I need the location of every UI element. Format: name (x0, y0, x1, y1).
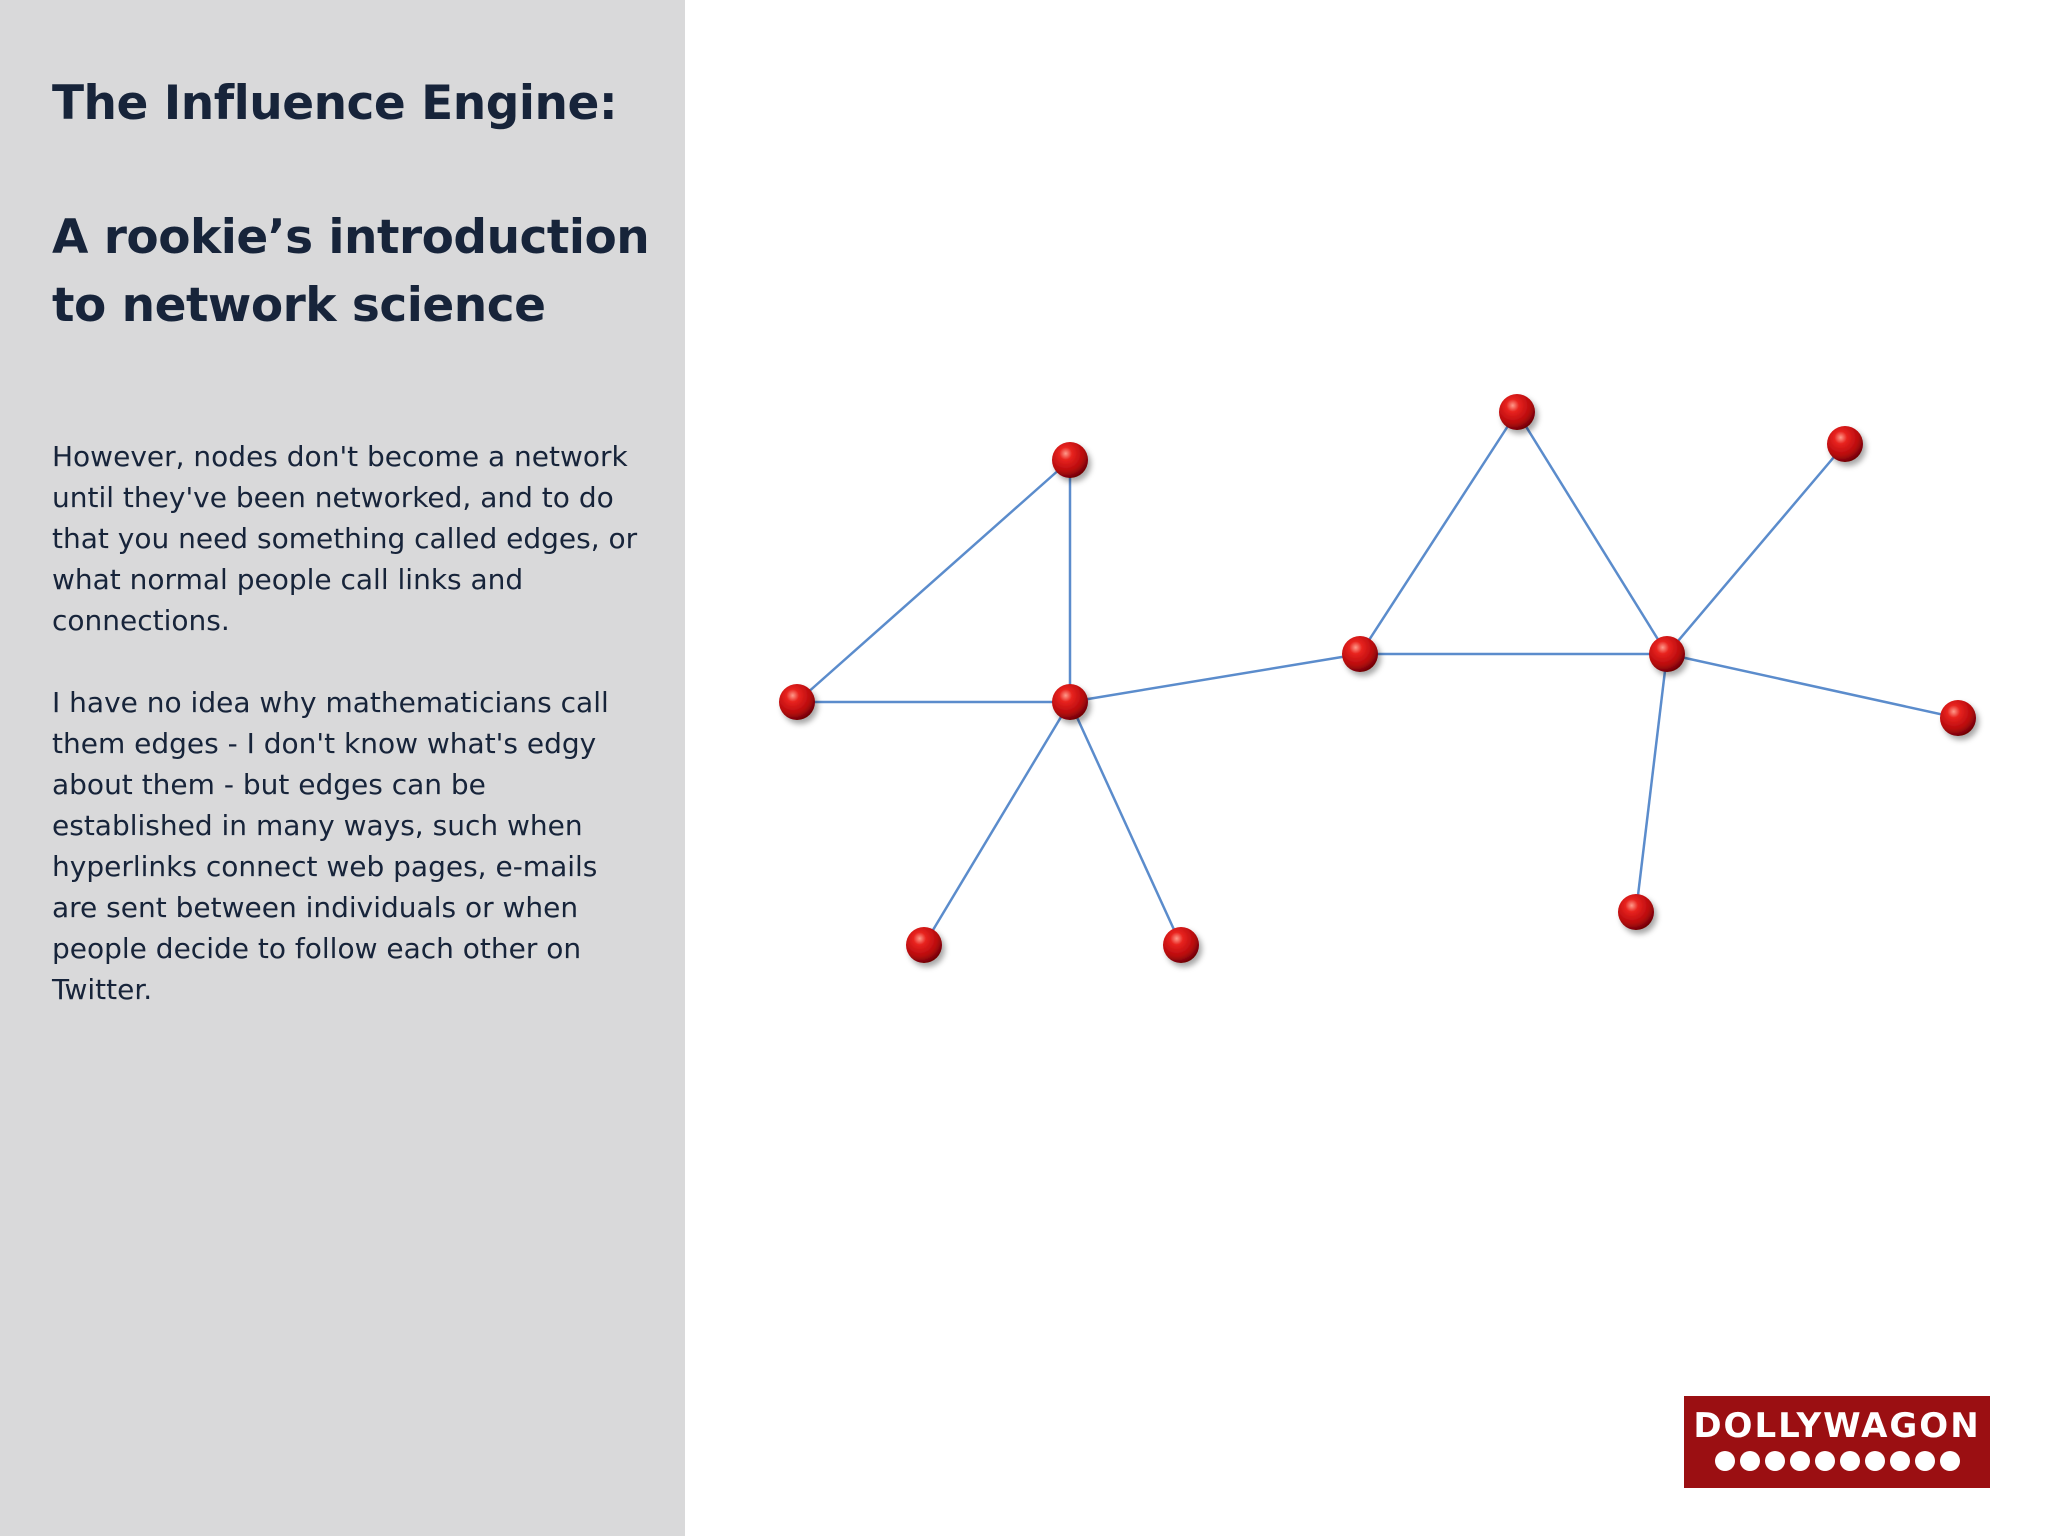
paragraph-2: I have no idea why mathematicians call them edges - I don't know what's edgy about them - but edges can be established in many ways, such when hyperlinks connect web pages, e-mails are sent between individuals or when people decide to follow each other on Twitter. (52, 686, 609, 1006)
node-n1 (1052, 442, 1088, 478)
edges-layer (797, 412, 1958, 945)
edge-n3-n4 (924, 702, 1070, 945)
dollywagon-logo (1684, 1396, 1990, 1488)
logo-dots (1684, 1451, 1990, 1471)
logo-dot (1915, 1451, 1935, 1471)
logo-dot (1740, 1451, 1760, 1471)
logo-dot (1815, 1451, 1835, 1471)
edge-n8-n10 (1667, 654, 1958, 718)
node-n9 (1827, 426, 1863, 462)
node-n10 (1940, 700, 1976, 736)
logo-dot (1715, 1451, 1735, 1471)
body-text (52, 436, 652, 1051)
edge-n6-n7 (1360, 412, 1517, 654)
logo-dot (1790, 1451, 1810, 1471)
edge-n3-n6 (1070, 654, 1360, 702)
logo-dot (1765, 1451, 1785, 1471)
logo-dot (1840, 1451, 1860, 1471)
left-panel (0, 0, 685, 1536)
node-n3 (1052, 684, 1088, 720)
edge-n7-n8 (1517, 412, 1667, 654)
node-n11 (1618, 894, 1654, 930)
network-diagram (685, 0, 2048, 1536)
nodes-layer (779, 394, 1976, 963)
title-line-3: to network science (52, 278, 546, 333)
title-line-2: A rookie’s introduction (52, 210, 650, 265)
node-n7 (1499, 394, 1535, 430)
logo-dot (1940, 1451, 1960, 1471)
logo-dot (1890, 1451, 1910, 1471)
node-n2 (779, 684, 815, 720)
title-line-1: The Influence Engine: (52, 76, 618, 131)
edge-n8-n11 (1636, 654, 1667, 912)
node-n5 (1163, 927, 1199, 963)
edge-n3-n5 (1070, 702, 1181, 945)
node-n8 (1649, 636, 1685, 672)
edge-n1-n2 (797, 460, 1070, 702)
logo-wordmark: DOLLYWAGON (1693, 1406, 1981, 1446)
slide-title (52, 70, 652, 340)
title-spacer (52, 138, 652, 204)
node-n6 (1342, 636, 1378, 672)
edge-n8-n9 (1667, 444, 1845, 654)
logo-dot (1865, 1451, 1885, 1471)
node-n4 (906, 927, 942, 963)
paragraph-1: However, nodes don't become a network until they've been networked, and to do that you need something called edges, or what normal people call links and connections. (52, 440, 638, 637)
